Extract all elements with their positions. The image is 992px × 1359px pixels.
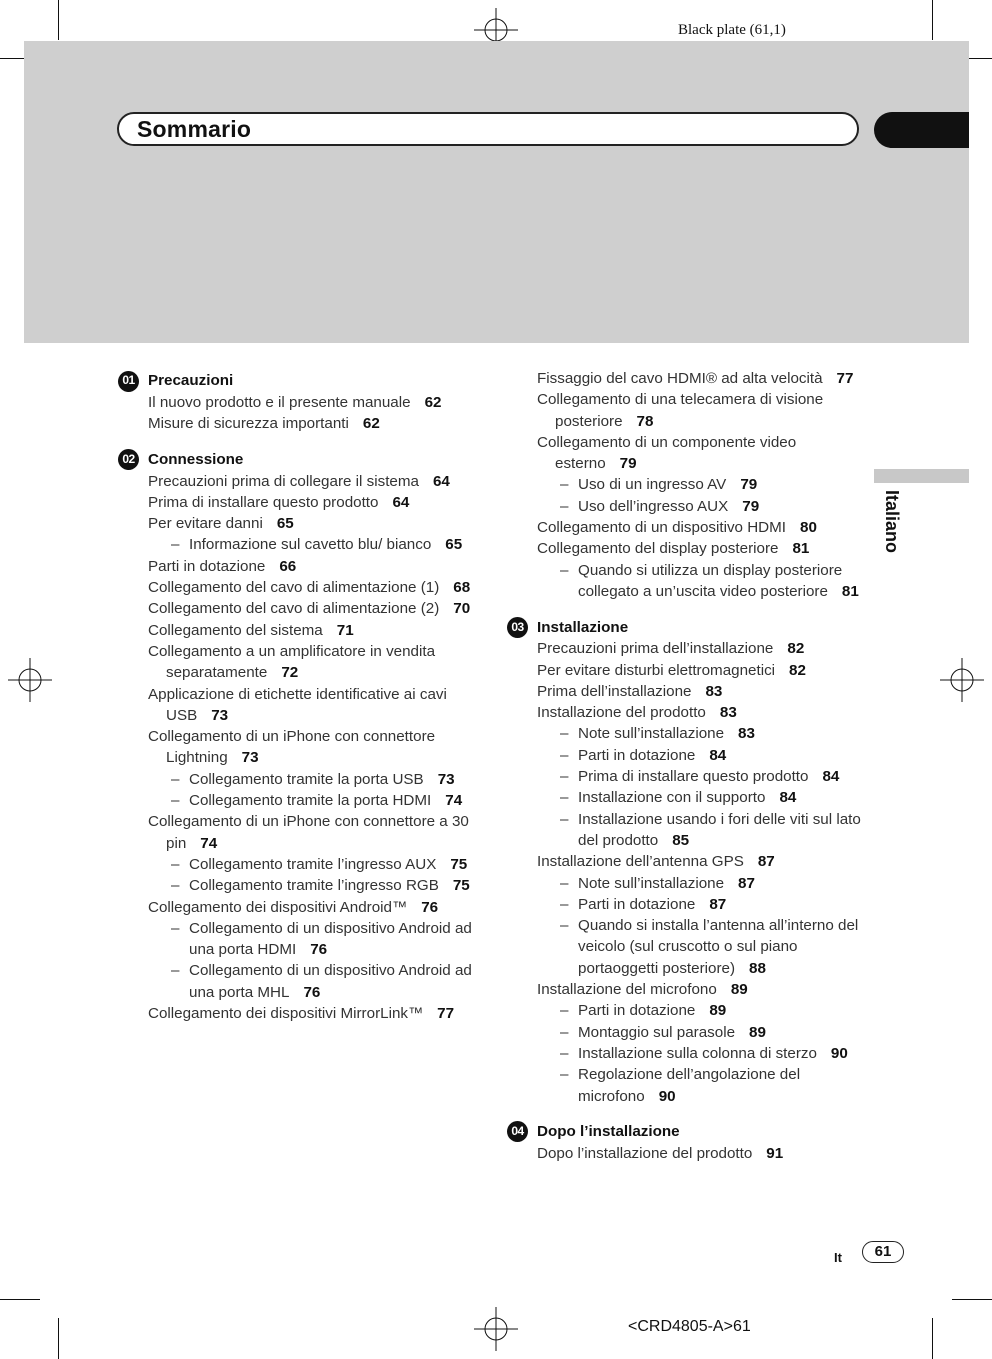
dash: – (560, 1066, 569, 1084)
dash: – (560, 561, 569, 579)
toc-page-number: 64 (432, 472, 450, 490)
toc-entry[interactable] (148, 790, 478, 811)
dash: – (171, 855, 180, 873)
toc-page-number: 65 (276, 515, 294, 533)
toc-entry[interactable] (537, 432, 867, 475)
toc-page-number: 75 (452, 877, 470, 895)
registration-mark-icon (8, 658, 52, 702)
toc-entry-text: Per evitare disturbi elettromagnetici (537, 661, 776, 679)
toc-entry[interactable] (537, 787, 867, 808)
toc-page-number: 66 (279, 557, 297, 575)
toc-entry-text: Collegamento tramite la porta HDMI (189, 792, 432, 810)
toc-entry-text: Installazione dell’antenna GPS (537, 853, 744, 871)
page-number: 61 (862, 1241, 904, 1263)
toc-page-number: 77 (437, 1005, 455, 1023)
toc-page-number: 81 (792, 540, 810, 558)
toc-entry[interactable] (537, 681, 867, 702)
toc-page-number: 84 (822, 768, 840, 786)
toc-page-number: 73 (211, 706, 229, 724)
dash: – (560, 476, 569, 494)
crop-mark (932, 1318, 933, 1359)
toc-page-number: 89 (730, 981, 748, 999)
toc-entry-text: Per evitare danni (148, 515, 263, 533)
registration-mark-icon (940, 658, 984, 702)
section-heading[interactable] (118, 370, 478, 392)
section-tab (874, 112, 969, 148)
dash: – (560, 1002, 569, 1020)
language-tab (874, 469, 969, 483)
toc-page-number: 84 (709, 746, 727, 764)
section-number-badge: 01 (118, 371, 139, 392)
toc-entry-text: Collegamento del display posteriore (537, 540, 779, 558)
crop-mark (932, 0, 933, 40)
toc-entry-text: Prima di installare questo prodotto (578, 768, 809, 786)
toc-entry-text: Collegamento di un iPhone con connettore Lightning (148, 728, 436, 767)
toc-page-number: 84 (779, 789, 797, 807)
dash: – (171, 919, 180, 937)
toc-page-number: 74 (445, 792, 463, 810)
toc-page-number: 88 (749, 959, 766, 977)
toc-entry[interactable] (148, 684, 478, 727)
toc-page-number: 62 (424, 394, 442, 411)
dash: – (171, 770, 180, 788)
toc-page-number: 83 (719, 704, 737, 722)
toc-entry[interactable] (148, 534, 478, 555)
dash: – (560, 497, 569, 515)
dash: – (171, 792, 180, 810)
toc-entry-text: Uso dell’ingresso AUX (578, 497, 729, 515)
toc-entry[interactable] (537, 745, 867, 766)
dash: – (560, 725, 569, 743)
toc-page-number: 87 (738, 874, 755, 892)
title-bar (117, 112, 859, 146)
toc-entry-text: Prima dell’installazione (537, 682, 692, 700)
plate-label: Black plate (61,1) (678, 22, 786, 38)
toc-entry[interactable] (537, 474, 867, 495)
dash: – (560, 810, 569, 828)
section-heading[interactable] (507, 1121, 867, 1143)
toc-entry[interactable] (537, 723, 867, 744)
toc-page-number: 62 (362, 415, 380, 433)
toc-page-number: 87 (709, 895, 727, 913)
toc-page-number: 68 (453, 579, 471, 597)
toc-entry-text: Note sull’installazione (578, 874, 725, 892)
toc-entry[interactable] (148, 577, 478, 598)
section-title: Installazione (537, 618, 629, 636)
toc-page-number: 70 (453, 600, 471, 618)
toc-page-number: 64 (392, 493, 410, 511)
toc-page-number: 89 (749, 1023, 766, 1041)
toc-page-number: 87 (757, 853, 775, 871)
section-title: Dopo l’installazione (537, 1123, 680, 1141)
dash: – (560, 895, 569, 913)
toc-page-number: 78 (636, 412, 654, 430)
toc-entry-text: Precauzioni prima dell’installazione (537, 640, 774, 658)
toc-entry-text: Collegamento di un dispositivo Android ad una porta MHL (189, 962, 472, 1001)
toc-page-number: 90 (658, 1087, 676, 1105)
section-number-badge: 02 (118, 449, 139, 470)
toc-entry[interactable] (148, 556, 478, 577)
toc-entry-text: Collegamento di un iPhone con connettore a 30 pin (148, 813, 469, 852)
toc-entry[interactable] (148, 960, 478, 1003)
toc-entry[interactable] (148, 641, 478, 684)
toc-entry[interactable] (148, 620, 478, 641)
toc-entry-text: Uso di un ingresso AV (578, 476, 727, 494)
toc-page-number: 79 (740, 476, 758, 494)
toc-page-number: 82 (789, 661, 806, 679)
toc-entry-text: Installazione con il supporto (578, 789, 766, 807)
dash: – (560, 1023, 569, 1041)
toc-entry[interactable] (537, 809, 867, 852)
toc-left-column (122, 370, 478, 1024)
toc-entry[interactable] (537, 915, 867, 979)
toc-entry-text: Quando si utilizza un display posteriore collegato a un’uscita video posteriore (578, 561, 843, 600)
dash: – (171, 962, 180, 980)
toc-entry[interactable] (537, 766, 867, 787)
document-code: <CRD4805-A>61 (628, 1318, 751, 1335)
toc-entry[interactable] (537, 660, 867, 681)
toc-page-number: 77 (836, 370, 854, 387)
toc-entry[interactable] (537, 1022, 867, 1043)
toc-entry[interactable] (148, 492, 478, 513)
toc-entry-text: Parti in dotazione (578, 895, 696, 913)
crop-mark (952, 1299, 992, 1300)
section-title: Connessione (148, 450, 244, 468)
toc-entry-text: Collegamento di un dispositivo HDMI (537, 519, 787, 537)
toc-entry[interactable] (537, 873, 867, 894)
toc-entry[interactable] (148, 875, 478, 896)
toc-page-number: 83 (738, 725, 755, 743)
language-label: Italiano (882, 490, 902, 554)
toc-entry-text: Collegamento di un componente video esterno (537, 433, 797, 473)
toc-entry-text: Il nuovo prodotto e il presente manuale (148, 394, 411, 411)
crop-mark (58, 1318, 59, 1359)
toc-entry[interactable] (537, 979, 867, 1000)
toc-page-number: 71 (336, 621, 354, 639)
toc-entry-text: Collegamento tramite l’ingresso RGB (189, 877, 439, 895)
toc-entry[interactable] (537, 538, 867, 559)
toc-entry[interactable] (537, 496, 867, 517)
toc-page-number: 81 (841, 582, 859, 600)
toc-page-number: 79 (742, 497, 760, 515)
toc-entry[interactable] (537, 1143, 867, 1164)
toc-entry[interactable] (148, 413, 478, 434)
dash: – (560, 746, 569, 764)
toc-entry-text: Collegamento tramite l’ingresso AUX (189, 855, 437, 873)
toc-entry-text: Quando si installa l’antenna all’interno del veicolo (sul cruscotto o sul piano portaoggetti posteriore) (578, 917, 859, 977)
toc-entry[interactable] (148, 471, 478, 492)
header-band (24, 41, 969, 343)
toc-entry[interactable] (537, 560, 867, 603)
toc-entry-text: Collegamento del sistema (148, 621, 323, 639)
toc-entry-text: Collegamento del cavo di alimentazione (2) (148, 600, 440, 618)
toc-entry-text: Misure di sicurezza importanti (148, 415, 349, 433)
toc-page-number: 79 (619, 455, 637, 473)
toc-entry[interactable] (148, 918, 478, 961)
toc-entry[interactable] (537, 702, 867, 723)
toc-entry[interactable] (148, 769, 478, 790)
toc-page-number: 80 (800, 519, 817, 537)
toc-entry-text: Precauzioni prima di collegare il sistema (148, 472, 419, 490)
toc-entry[interactable] (148, 854, 478, 875)
toc-page-number: 82 (787, 640, 805, 658)
toc-entry-text: Collegamento a un amplificatore in vendita separatamente (148, 642, 436, 682)
toc-page-number: 89 (709, 1002, 727, 1020)
toc-entry-text: Installazione sulla colonna di sterzo (578, 1044, 817, 1062)
toc-entry-text: Collegamento di un dispositivo Android ad una porta HDMI (189, 919, 472, 959)
dash: – (171, 536, 180, 554)
toc-entry-text: Note sull’installazione (578, 725, 725, 743)
toc-entry-text: Collegamento di una telecamera di visione posteriore (537, 391, 824, 430)
crop-mark (58, 0, 59, 40)
toc-page-number: 83 (705, 682, 723, 700)
registration-mark-icon (474, 1307, 518, 1351)
section-heading[interactable] (118, 449, 478, 471)
toc-page-number: 76 (303, 983, 321, 1001)
dash: – (560, 789, 569, 807)
toc-entry-text: Informazione sul cavetto blu/ bianco (189, 536, 432, 554)
toc-entry[interactable] (148, 1003, 478, 1024)
toc-right-column (511, 368, 867, 1164)
toc-page-number: 72 (281, 664, 299, 682)
toc-entry-text: Collegamento del cavo di alimentazione (1) (148, 579, 440, 597)
toc-entry[interactable] (148, 811, 478, 854)
section-title: Precauzioni (148, 372, 234, 390)
toc-page-number: 76 (310, 941, 328, 959)
toc-page-number: 74 (200, 834, 218, 852)
toc-entry[interactable] (537, 1064, 867, 1107)
toc-entry[interactable] (537, 368, 867, 389)
toc-entry[interactable] (148, 598, 478, 619)
toc-entry-text: Applicazione di etichette identificative ai cavi USB (148, 685, 447, 724)
toc-entry-text: Regolazione dell’angolazione del microfono (578, 1066, 801, 1105)
toc-page-number: 90 (830, 1044, 848, 1062)
toc-entry[interactable] (148, 897, 478, 918)
toc-entry-text: Montaggio sul parasole (578, 1023, 736, 1041)
dash: – (171, 877, 180, 895)
toc-page-number: 73 (437, 770, 455, 788)
toc-entry[interactable] (537, 638, 867, 659)
section-heading[interactable] (507, 616, 867, 638)
toc-entry-text: Collegamento dei dispositivi Android™ (148, 898, 408, 916)
toc-entry-text: Collegamento dei dispositivi MirrorLink™ (148, 1005, 424, 1023)
crop-mark (0, 1299, 40, 1300)
section-number-badge: 04 (507, 1121, 528, 1142)
toc-entry[interactable] (537, 517, 867, 538)
toc-page-number: 76 (421, 898, 439, 916)
toc-entry[interactable] (537, 894, 867, 915)
footer-language: It (834, 1250, 842, 1265)
toc-page-number: 65 (445, 536, 463, 554)
dash: – (560, 917, 569, 935)
toc-entry-text: Parti in dotazione (578, 1002, 696, 1020)
toc-entry-text: Installazione del microfono (537, 981, 717, 999)
toc-entry-text: Collegamento tramite la porta USB (189, 770, 424, 788)
toc-entry[interactable] (537, 389, 867, 432)
dash: – (560, 874, 569, 892)
toc-page-number: 75 (450, 855, 468, 873)
toc-page-number: 91 (766, 1144, 784, 1162)
toc-entry-text: Prima di installare questo prodotto (148, 493, 379, 511)
dash: – (560, 1044, 569, 1062)
toc-entry[interactable] (148, 513, 478, 534)
toc-page-number: 73 (241, 749, 259, 767)
toc-page-number: 85 (672, 831, 690, 849)
toc-entry-text: Dopo l’installazione del prodotto (537, 1144, 753, 1162)
section-number-badge: 03 (507, 617, 528, 638)
toc-entry[interactable] (537, 1043, 867, 1064)
toc-entry[interactable] (148, 392, 478, 413)
toc-entry-text: Parti in dotazione (578, 746, 696, 764)
toc-entry-text: Installazione del prodotto (537, 704, 706, 722)
toc-entry[interactable] (537, 1000, 867, 1021)
toc-entry[interactable] (148, 726, 478, 769)
toc-entry-text: Installazione usando i fori delle viti sul lato del prodotto (578, 810, 861, 849)
toc-entry-text: Parti in dotazione (148, 557, 266, 575)
page-title: Sommario (137, 116, 252, 142)
toc-entry[interactable] (537, 851, 867, 872)
dash: – (560, 768, 569, 786)
toc-entry-text: Fissaggio del cavo HDMI® ad alta velocità (537, 370, 823, 387)
